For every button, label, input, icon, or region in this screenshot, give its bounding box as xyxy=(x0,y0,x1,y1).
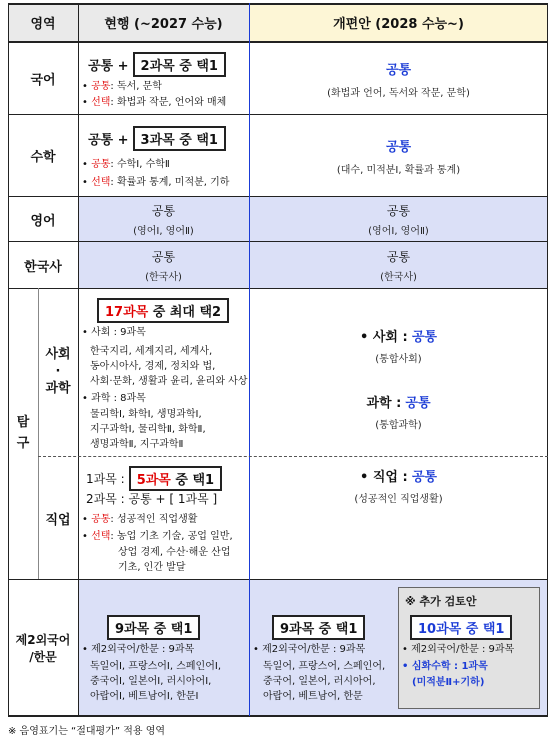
science-line-3: 생명과학Ⅱ, 지구과학Ⅱ xyxy=(90,439,184,450)
foreign-cur-head: • 제2외국어/한문 : 9과목 xyxy=(82,644,195,655)
english-label: 영어 xyxy=(30,213,56,229)
voc-select-line-3: 기초, 인간 발달 xyxy=(118,562,186,573)
foreign-label xyxy=(8,580,78,715)
header-current: 현행 (~2027 수능) xyxy=(104,16,223,32)
sub-social: 사회 xyxy=(45,347,71,363)
history-ref-title: 공통 xyxy=(386,249,411,264)
math-cur-prefix: 공통 + xyxy=(88,133,129,148)
math-ref-title: 공통 xyxy=(385,139,412,155)
history-ref-detail: (한국사) xyxy=(380,271,417,283)
math-current-title xyxy=(88,126,226,151)
social-line-3: 사회·문화, 생활과 윤리, 윤리와 사상 xyxy=(90,376,248,387)
extra-box: 10과목 중 택1 xyxy=(410,615,512,640)
social-line-2: 동아시아사, 경제, 정치와 법, xyxy=(90,361,216,372)
english-ref-detail: (영어Ⅰ, 영어Ⅱ) xyxy=(368,225,429,237)
math-cur-select: • 선택: 확률과 통계, 미적분, 기하 xyxy=(82,177,230,188)
korean-cur-select: • 선택: 화법과 작문, 언어와 매체 xyxy=(82,97,227,108)
social-line-1: 한국지리, 세계지리, 세계사, xyxy=(90,346,213,357)
english-reform xyxy=(249,197,548,241)
inquiry-sci-box: 17과목 중 최대 택2 xyxy=(97,298,229,323)
korean-cur-prefix: 공통 + xyxy=(88,59,129,74)
history-cur-detail: (한국사) xyxy=(145,271,182,283)
ref-voc: • 직업 : 공통 xyxy=(360,470,437,485)
foreign-cur-line-1: 독일어Ⅰ, 프랑스어Ⅰ, 스페인어Ⅰ, xyxy=(90,661,222,672)
ref-science: 과학 : 공통 xyxy=(366,396,431,411)
foreign-ref-box: 9과목 중 택1 xyxy=(272,615,365,640)
foreign-ref-line-3: 아랍어, 베트남어, 한문 xyxy=(263,691,363,702)
header-area: 영역 xyxy=(30,16,56,32)
voc-common: • 공통: 성공적인 직업생활 xyxy=(82,514,198,525)
english-current xyxy=(78,197,249,241)
history-cur-title: 공통 xyxy=(151,249,176,264)
ref-social-detail: (통합사회) xyxy=(375,354,422,365)
korean-cur-box: 2과목 중 택1 xyxy=(133,52,226,77)
footnote: ※ 음영표기는 “절대평가” 적용 영역 xyxy=(8,726,166,737)
history-reform xyxy=(249,242,548,288)
ref-science-detail: (통합과학) xyxy=(375,420,422,431)
korean-label: 국어 xyxy=(30,73,56,88)
science-line-1: 물리학Ⅰ, 화학Ⅰ, 생명과학Ⅰ, xyxy=(90,409,202,420)
math-cur-box: 3과목 중 택1 xyxy=(133,126,226,151)
history-label: 한국사 xyxy=(24,259,62,275)
korean-cur-common: • 공통: 독서, 문학 xyxy=(82,81,162,92)
korean-ref-title: 공통 xyxy=(385,62,412,78)
voc-select-line-2: 상업 경제, 수산·해운 산업 xyxy=(118,547,231,558)
english-cur-detail: (영어Ⅰ, 영어Ⅱ) xyxy=(133,225,194,237)
extra-math-detail: (미적분Ⅱ+기하) xyxy=(412,677,485,688)
header-reform: 개편안 (2028 수능~) xyxy=(333,16,464,32)
voc-select: • 선택: 농업 기초 기술, 공업 일반, xyxy=(82,531,233,542)
foreign-cur-box: 9과목 중 택1 xyxy=(107,615,200,640)
inquiry-label-1: 탐 xyxy=(16,415,30,431)
foreign-ref-line-2: 중국어, 일본어, 러시아어, xyxy=(263,676,376,687)
foreign-label-1: 제2외국어 xyxy=(15,632,71,647)
inquiry-label xyxy=(8,289,38,579)
inquiry-label-2: 구 xyxy=(16,436,30,451)
korean-reform xyxy=(249,43,548,114)
ref-voc-detail: (성공적인 직업생활) xyxy=(354,494,443,505)
foreign-cur-line-2: 중국어Ⅰ, 일본어Ⅰ, 러시아어Ⅰ, xyxy=(90,676,212,687)
science-head: • 과학 : 8과목 xyxy=(82,393,146,404)
voc-line-1: 1과목 : 5과목 중 택1 xyxy=(86,466,222,491)
extra-math: • 심화수학 : 1과목 xyxy=(402,661,488,672)
foreign-cur-line-3: 아랍어Ⅰ, 베트남어Ⅰ, 한문Ⅰ xyxy=(90,691,199,702)
history-current xyxy=(78,242,249,288)
extra-title: ※ 추가 검토안 xyxy=(405,595,477,608)
math-ref-detail: (대수, 미적분Ⅰ, 확률과 통계) xyxy=(336,164,461,176)
inquiry-sub-social-science xyxy=(38,289,78,456)
sub-science: 과학 xyxy=(45,380,71,396)
inquiry-sub-vocational: 직업 xyxy=(45,512,71,528)
english-cur-title: 공통 xyxy=(151,203,176,218)
math-cur-common: • 공통: 수학Ⅰ, 수학Ⅱ xyxy=(82,159,170,170)
english-ref-title: 공통 xyxy=(386,203,411,218)
foreign-ref-line-1: 독일어, 프랑스어, 스페인어, xyxy=(263,661,386,672)
foreign-ref-head: • 제2외국어/한문 : 9과목 xyxy=(253,644,366,655)
extra-head: • 제2외국어/한문 : 9과목 xyxy=(402,644,515,655)
sub-dot: · xyxy=(55,364,61,380)
korean-current-title xyxy=(88,52,226,77)
foreign-label-2: /한문 xyxy=(29,649,57,664)
social-head: • 사회 : 9과목 xyxy=(82,327,146,338)
science-line-2: 지구과학Ⅰ, 물리학Ⅱ, 화학Ⅱ, xyxy=(90,424,206,435)
voc-line-2: 2과목 : 공통 + [ 1과목 ] xyxy=(86,492,218,506)
korean-ref-detail: (화법과 언어, 독서와 작문, 문학) xyxy=(327,87,470,99)
ref-social: • 사회 : 공통 xyxy=(360,330,437,345)
math-label: 수학 xyxy=(30,150,56,165)
math-reform xyxy=(249,115,548,196)
